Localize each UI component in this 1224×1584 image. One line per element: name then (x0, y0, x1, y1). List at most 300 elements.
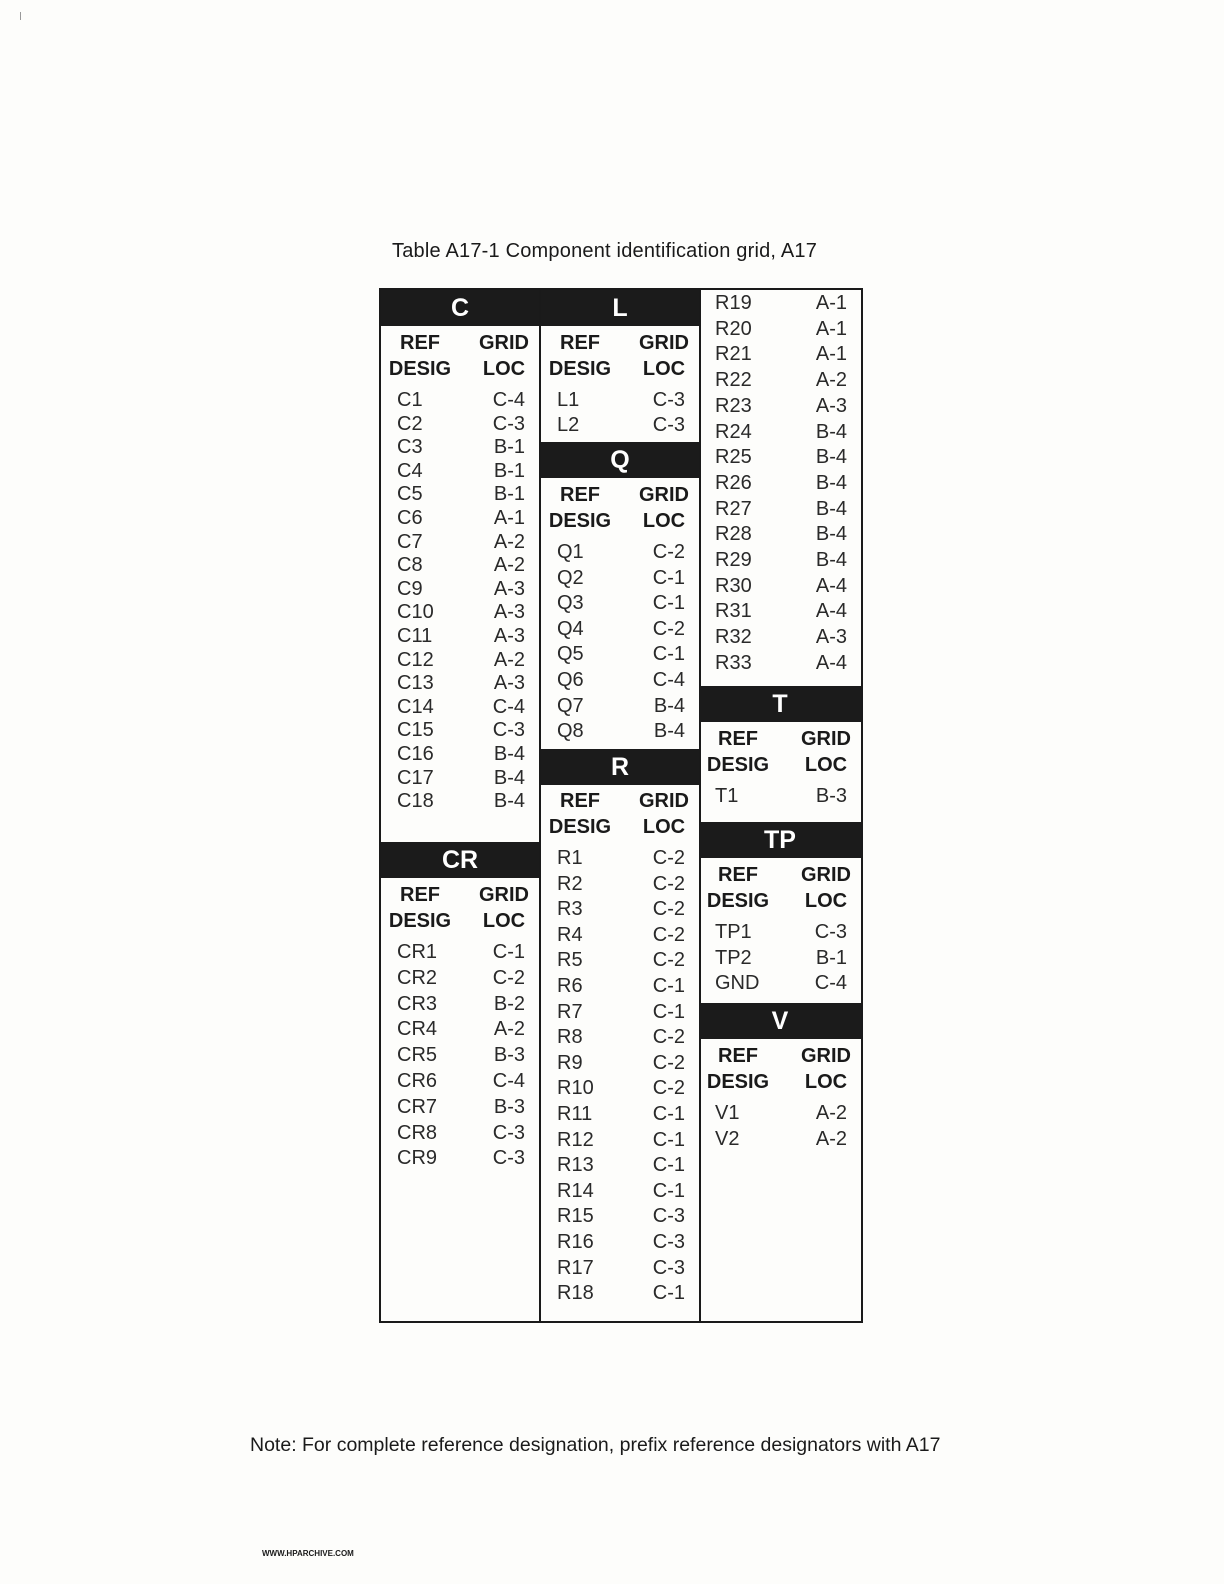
grid-label: GRID (639, 790, 689, 812)
grid-location: C-1 (652, 1179, 685, 1202)
ref-designator: C3 (397, 436, 423, 459)
ref-label: REF (718, 1045, 758, 1067)
ref-designator: V1 (715, 1102, 740, 1124)
table-row (541, 719, 699, 744)
ref-designator: C7 (397, 530, 423, 553)
table-column-3 (699, 290, 861, 1321)
ref-desig-header (385, 882, 455, 934)
grid-location: C-1 (492, 941, 525, 963)
grid-location: B-4 (815, 523, 847, 546)
ref-designator: R23 (715, 394, 752, 417)
grid-location: A-4 (815, 574, 847, 597)
ref-designator: C4 (397, 459, 423, 482)
grid-location: B-4 (653, 694, 685, 717)
section-header-l: L (541, 290, 699, 326)
ref-desig-header (703, 726, 773, 778)
table-row (381, 940, 539, 965)
ref-designator: R4 (557, 923, 583, 946)
table-row (381, 1121, 539, 1146)
ref-designator: Q5 (557, 643, 584, 666)
grid-location: B-1 (493, 436, 525, 459)
ref-designator: C13 (397, 672, 434, 695)
ref-designator: C16 (397, 743, 434, 765)
ref-designator: R18 (557, 1282, 594, 1305)
ref-designator: C1 (397, 389, 423, 411)
section-header-c: C (381, 290, 539, 326)
grid-location: C-3 (814, 921, 847, 943)
grid-location: B-2 (493, 992, 525, 1015)
column-headers (541, 480, 699, 536)
ref-designator: C6 (397, 507, 423, 529)
table-row (381, 506, 539, 531)
table-row (541, 1076, 699, 1101)
loc-label: LOC (642, 358, 686, 380)
grid-location: C-3 (652, 389, 685, 411)
ref-designator: Q1 (557, 541, 584, 563)
section-header-cr: CR (381, 842, 539, 878)
ref-designator: R33 (715, 651, 752, 674)
table-row (381, 992, 539, 1017)
ref-designator: Q8 (557, 720, 584, 743)
section-header-r: R (541, 749, 699, 785)
table-column-2 (539, 290, 701, 1321)
grid-label: GRID (801, 728, 851, 750)
grid-location: C-2 (652, 872, 685, 895)
grid-label: GRID (801, 864, 851, 886)
ref-designator: Q6 (557, 669, 584, 691)
desig-label: DESIG (706, 754, 770, 776)
ref-label: REF (560, 790, 600, 812)
ref-designator: CR6 (397, 1070, 438, 1092)
ref-label: REF (718, 728, 758, 750)
table-row (381, 718, 539, 743)
table-row (541, 846, 699, 871)
table-row (541, 668, 699, 693)
grid-location: A-1 (493, 507, 525, 529)
ref-designator: R24 (715, 420, 752, 443)
grid-location: A-3 (493, 625, 525, 647)
grid-location: C-2 (652, 949, 685, 972)
grid-location: A-3 (493, 577, 525, 600)
ref-designator: CR4 (397, 1018, 438, 1041)
grid-loc-header (633, 330, 695, 382)
table-row (541, 591, 699, 616)
table-row (541, 1204, 699, 1229)
grid-location: A-2 (815, 1102, 847, 1124)
ref-designator: CR8 (397, 1121, 438, 1144)
grid-location: A-1 (815, 292, 847, 314)
ref-designator: R20 (715, 317, 752, 340)
table-row (699, 784, 861, 809)
grid-location: B-1 (815, 946, 847, 969)
grid-location: C-3 (652, 1231, 685, 1253)
ref-designator: R28 (715, 523, 752, 546)
table-row (381, 742, 539, 767)
loc-label: LOC (642, 510, 686, 532)
grid-location: C-3 (492, 1121, 525, 1144)
grid-location: C-2 (652, 847, 685, 869)
ref-designator: R29 (715, 549, 752, 571)
ref-desig-header (545, 788, 615, 840)
grid-label: GRID (479, 332, 529, 354)
table-row (699, 625, 861, 650)
grid-location: B-1 (493, 459, 525, 482)
grid-location: C-1 (652, 1128, 685, 1151)
table-row (381, 435, 539, 460)
grid-loc-header (795, 726, 857, 778)
table-row (381, 1017, 539, 1042)
ref-designator: C12 (397, 648, 434, 671)
desig-label: DESIG (706, 1071, 770, 1093)
grid-location: C-4 (652, 669, 685, 691)
ref-designator: C8 (397, 554, 423, 577)
section-header-t: T (699, 686, 861, 722)
table-row (541, 1230, 699, 1255)
grid-loc-header (795, 1043, 857, 1095)
grid-location: C-3 (492, 1147, 525, 1170)
footnote: Note: For complete reference designation, prefix reference designators with A17 (250, 1434, 941, 1456)
table-row (381, 388, 539, 413)
grid-label: GRID (639, 484, 689, 506)
grid-location: B-4 (815, 446, 847, 469)
table-row (541, 923, 699, 948)
grid-location: C-2 (492, 966, 525, 989)
grid-location: C-1 (652, 1103, 685, 1125)
table-row (381, 766, 539, 791)
ref-designator: CR5 (397, 1044, 438, 1067)
table-row (541, 388, 699, 413)
table-row (699, 920, 861, 945)
grid-location: A-4 (815, 600, 847, 623)
table-row (541, 694, 699, 719)
grid-location: A-2 (493, 530, 525, 553)
grid-location: C-1 (652, 1000, 685, 1023)
table-row (699, 574, 861, 599)
source-watermark: WWW.HPARCHIVE.COM (262, 1549, 354, 1558)
desig-label: DESIG (548, 510, 612, 532)
ref-designator: L2 (557, 414, 580, 436)
table-row (381, 695, 539, 720)
ref-designator: GND (715, 972, 760, 994)
grid-location: C-1 (652, 592, 685, 615)
table-row (699, 1127, 861, 1152)
ref-designator: Q2 (557, 566, 584, 589)
ref-designator: CR3 (397, 992, 438, 1015)
table-row (699, 548, 861, 573)
ref-designator: CR2 (397, 966, 438, 989)
component-grid-table (379, 288, 863, 1323)
grid-location: A-2 (493, 554, 525, 577)
table-row (381, 671, 539, 696)
table-row (699, 394, 861, 419)
ref-designator: T1 (715, 785, 739, 807)
column-headers (381, 880, 539, 936)
ref-designator: R27 (715, 497, 752, 520)
table-row (541, 1153, 699, 1178)
table-row (541, 1128, 699, 1153)
table-row (541, 1000, 699, 1025)
ref-designator: R3 (557, 898, 583, 921)
table-row (381, 482, 539, 507)
column-headers (541, 328, 699, 384)
table-row (699, 317, 861, 342)
section-header-v: V (699, 1003, 861, 1039)
grid-location: A-1 (815, 343, 847, 366)
grid-location: C-1 (652, 1154, 685, 1177)
grid-location: B-4 (815, 549, 847, 571)
table-row (381, 459, 539, 484)
table-row (381, 577, 539, 602)
grid-location: C-2 (652, 1051, 685, 1074)
ref-designator: R21 (715, 343, 752, 366)
table-row (381, 1069, 539, 1094)
ref-designator: C10 (397, 601, 434, 624)
grid-location: B-1 (493, 483, 525, 506)
table-row (381, 789, 539, 814)
grid-loc-header (473, 882, 535, 934)
table-row (699, 420, 861, 445)
table-row (541, 540, 699, 565)
grid-location: A-3 (493, 601, 525, 624)
table-row (699, 342, 861, 367)
ref-designator: R1 (557, 847, 583, 869)
table-row (381, 648, 539, 673)
ref-designator: R26 (715, 471, 752, 494)
ref-label: REF (400, 884, 440, 906)
ref-designator: R10 (557, 1077, 594, 1100)
ref-designator: R5 (557, 949, 583, 972)
table-row (541, 974, 699, 999)
desig-label: DESIG (388, 358, 452, 380)
grid-location: B-4 (493, 790, 525, 813)
grid-label: GRID (479, 884, 529, 906)
table-row (541, 948, 699, 973)
table-row (541, 897, 699, 922)
ref-designator: R14 (557, 1179, 594, 1202)
ref-label: REF (560, 484, 600, 506)
ref-designator: R9 (557, 1051, 583, 1074)
ref-designator: L1 (557, 389, 580, 411)
loc-label: LOC (642, 816, 686, 838)
table-row (381, 412, 539, 437)
desig-label: DESIG (706, 890, 770, 912)
grid-location: B-3 (815, 785, 847, 807)
table-column-1 (381, 290, 539, 1321)
grid-location: B-4 (815, 471, 847, 494)
column-headers (699, 1041, 861, 1097)
ref-designator: R22 (715, 369, 752, 392)
grid-location: A-3 (815, 626, 847, 649)
ref-designator: R16 (557, 1231, 594, 1253)
grid-location: C-2 (652, 1077, 685, 1100)
grid-location: C-4 (492, 1070, 525, 1092)
ref-designator: C5 (397, 483, 423, 506)
loc-label: LOC (804, 1071, 848, 1093)
column-headers (381, 328, 539, 384)
grid-location: C-3 (652, 1205, 685, 1228)
table-row (381, 966, 539, 991)
ref-designator: R15 (557, 1205, 594, 1228)
grid-location: B-4 (493, 743, 525, 765)
section-header-tp: TP (699, 822, 861, 858)
ref-desig-header (703, 862, 773, 914)
loc-label: LOC (482, 358, 526, 380)
ref-label: REF (560, 332, 600, 354)
desig-label: DESIG (388, 910, 452, 932)
grid-label: GRID (639, 332, 689, 354)
desig-label: DESIG (548, 358, 612, 380)
column-headers (699, 860, 861, 916)
ref-designator: C17 (397, 766, 434, 789)
ref-designator: R6 (557, 975, 583, 997)
ref-designator: R11 (557, 1103, 593, 1125)
ref-designator: R25 (715, 446, 752, 469)
grid-location: C-2 (652, 1026, 685, 1049)
loc-label: LOC (804, 754, 848, 776)
table-row (381, 1146, 539, 1171)
ref-desig-header (385, 330, 455, 382)
ref-designator: Q7 (557, 694, 584, 717)
table-row (541, 566, 699, 591)
ref-designator: C18 (397, 790, 434, 813)
grid-location: C-2 (652, 898, 685, 921)
grid-location: B-4 (815, 497, 847, 520)
ref-designator: R2 (557, 872, 583, 895)
page-title: Table A17-1 Component identification grid, A17 (392, 240, 818, 262)
loc-label: LOC (482, 910, 526, 932)
table-row (541, 1256, 699, 1281)
table-row (699, 599, 861, 624)
grid-location: C-1 (652, 1282, 685, 1305)
ref-designator: TP1 (715, 921, 752, 943)
table-row (381, 553, 539, 578)
grid-location: B-4 (653, 720, 685, 743)
grid-location: C-4 (814, 972, 847, 994)
ref-designator: R7 (557, 1000, 583, 1023)
table-row (699, 445, 861, 470)
ref-designator: R8 (557, 1026, 583, 1049)
table-row (541, 1025, 699, 1050)
grid-location: C-3 (652, 414, 685, 436)
ref-designator: V2 (715, 1128, 740, 1150)
grid-loc-header (633, 482, 695, 534)
ref-designator: C2 (397, 412, 423, 435)
grid-loc-header (795, 862, 857, 914)
column-headers (541, 786, 699, 842)
grid-loc-header (473, 330, 535, 382)
ref-designator: CR7 (397, 1095, 438, 1118)
ref-designator: C14 (397, 695, 434, 718)
table-row (381, 600, 539, 625)
grid-location: C-2 (652, 617, 685, 640)
grid-location: C-4 (492, 389, 525, 411)
grid-location: C-1 (652, 975, 685, 997)
table-row (541, 617, 699, 642)
grid-location: C-1 (652, 566, 685, 589)
grid-location: C-3 (492, 719, 525, 742)
desig-label: DESIG (548, 816, 612, 838)
grid-location: B-4 (493, 766, 525, 789)
ref-designator: R30 (715, 574, 752, 597)
column-headers (699, 724, 861, 780)
section-header-q: Q (541, 442, 699, 478)
ref-designator: R12 (557, 1128, 594, 1151)
grid-location: C-4 (492, 695, 525, 718)
table-row (541, 1102, 699, 1127)
ref-label: REF (718, 864, 758, 886)
table-row (541, 1281, 699, 1306)
table-row (699, 946, 861, 971)
table-row (541, 413, 699, 438)
grid-label: GRID (801, 1045, 851, 1067)
table-row (541, 1051, 699, 1076)
table-row (541, 1179, 699, 1204)
grid-location: C-3 (492, 412, 525, 435)
table-row (541, 872, 699, 897)
table-row (699, 471, 861, 496)
ref-designator: CR9 (397, 1147, 438, 1170)
grid-location: A-4 (815, 651, 847, 674)
ref-desig-header (545, 482, 615, 534)
ref-designator: TP2 (715, 946, 752, 969)
table-row (381, 1095, 539, 1120)
scan-mark (20, 12, 21, 20)
table-row (381, 530, 539, 555)
ref-designator: C15 (397, 719, 434, 742)
loc-label: LOC (804, 890, 848, 912)
grid-location: B-3 (493, 1044, 525, 1067)
table-row (699, 368, 861, 393)
ref-designator: Q3 (557, 592, 584, 615)
table-row (699, 651, 861, 676)
grid-location: A-2 (493, 648, 525, 671)
ref-desig-header (545, 330, 615, 382)
grid-location: A-2 (493, 1018, 525, 1041)
table-row (381, 1043, 539, 1068)
ref-designator: R31 (715, 600, 752, 623)
grid-location: C-2 (652, 923, 685, 946)
table-row (699, 1101, 861, 1126)
ref-label: REF (400, 332, 440, 354)
table-row (699, 522, 861, 547)
grid-location: B-3 (493, 1095, 525, 1118)
table-row (699, 971, 861, 996)
grid-location: C-3 (652, 1256, 685, 1279)
grid-location: C-1 (652, 643, 685, 666)
ref-designator: R32 (715, 626, 752, 649)
ref-designator: C9 (397, 577, 423, 600)
grid-location: A-1 (815, 317, 847, 340)
ref-designator: C11 (397, 625, 433, 647)
ref-designator: CR1 (397, 941, 438, 963)
grid-location: A-2 (815, 1128, 847, 1150)
ref-designator: R19 (715, 292, 752, 314)
grid-location: A-3 (815, 394, 847, 417)
table-row (699, 497, 861, 522)
ref-designator: R13 (557, 1154, 594, 1177)
ref-desig-header (703, 1043, 773, 1095)
ref-designator: Q4 (557, 617, 584, 640)
table-row (699, 291, 861, 316)
grid-location: A-3 (493, 672, 525, 695)
table-row (381, 624, 539, 649)
grid-loc-header (633, 788, 695, 840)
grid-location: C-2 (652, 541, 685, 563)
grid-location: B-4 (815, 420, 847, 443)
table-row (541, 642, 699, 667)
ref-designator: R17 (557, 1256, 594, 1279)
grid-location: A-2 (815, 369, 847, 392)
